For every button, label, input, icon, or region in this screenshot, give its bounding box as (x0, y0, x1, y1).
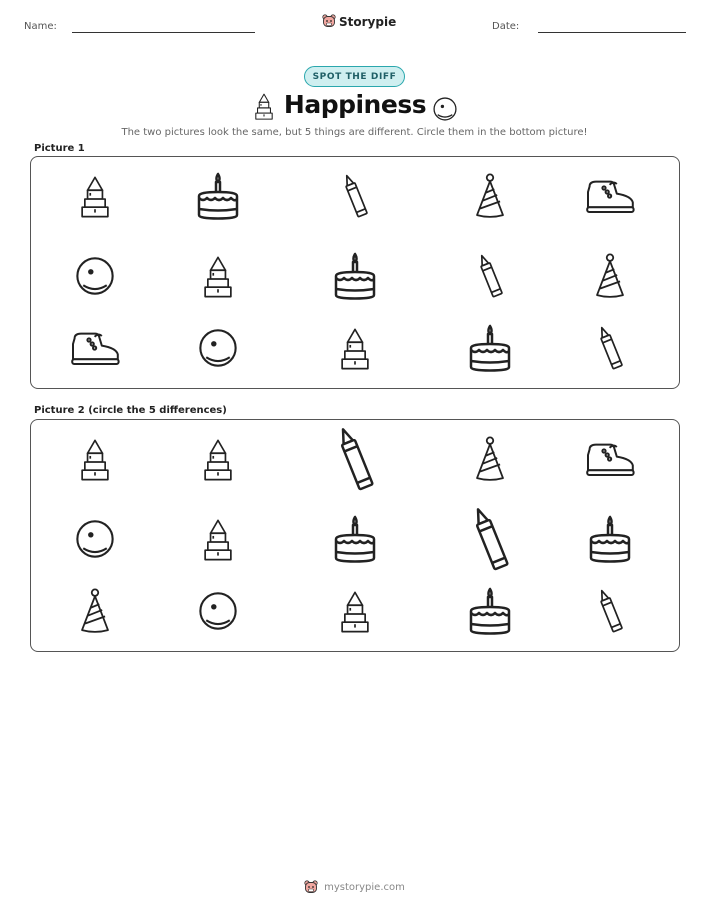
page-title: Happiness (283, 90, 427, 119)
picture1-label: Picture 1 (34, 143, 85, 154)
brand (322, 14, 396, 29)
bear-logo-icon (322, 14, 336, 29)
picture2-label: Picture 2 (circle the 5 differences) (34, 405, 227, 416)
date-label: Date: (492, 21, 520, 32)
instructions: The two pictures look the same, but 5 things are different. Circle them in the bottom picture! (121, 127, 588, 138)
date-line[interactable] (538, 32, 686, 33)
name-line[interactable] (72, 32, 255, 33)
brand-name: Storypie (339, 14, 397, 29)
name-label: Name: (24, 21, 57, 32)
picture2-panel[interactable] (30, 419, 680, 652)
ball-icon (432, 96, 458, 122)
footer (0, 880, 709, 895)
bear-logo-icon (304, 880, 318, 895)
activity-badge: SPOT THE DIFF (304, 66, 405, 87)
footer-url[interactable]: mystorypie.com (324, 882, 405, 893)
picture1-panel (30, 156, 680, 389)
